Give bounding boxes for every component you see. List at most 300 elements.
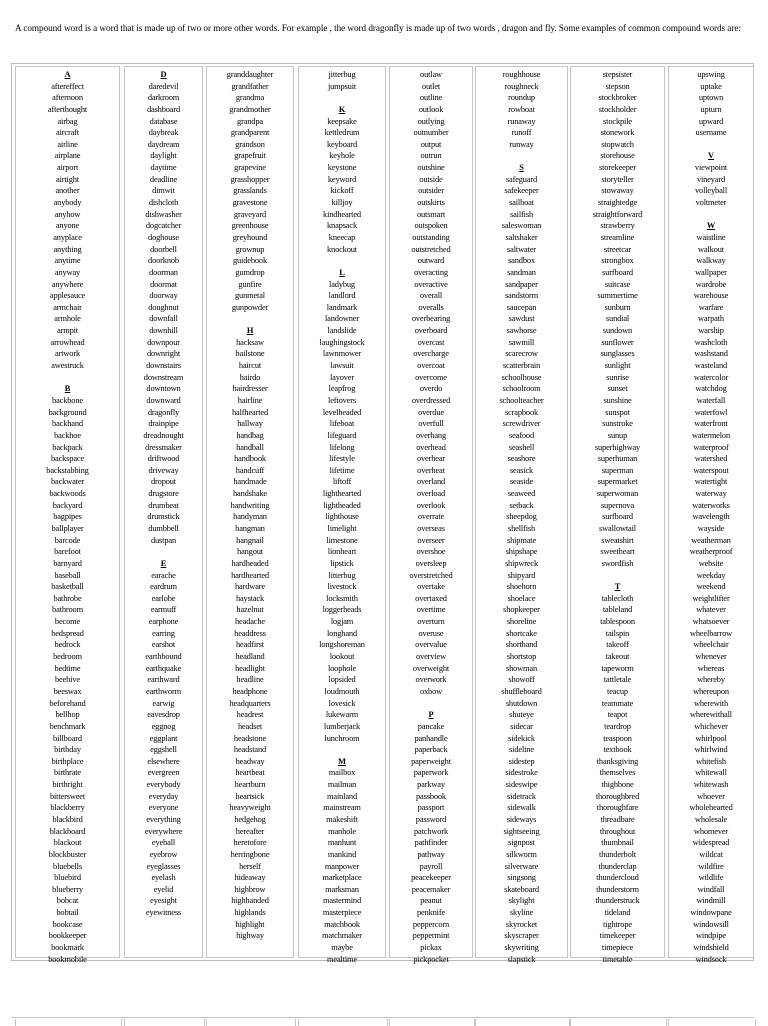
compound-word: keepsake: [327, 116, 357, 126]
compound-word: whirlwind: [694, 745, 728, 755]
compound-word: mankind: [327, 849, 357, 859]
compound-word: doughnut: [148, 302, 179, 312]
compound-word: grasslands: [233, 186, 267, 196]
compound-word: earthbound: [145, 652, 182, 662]
compound-word: sunglasses: [600, 349, 635, 359]
compound-word: birthplace: [51, 756, 84, 766]
compound-word: shipyard: [507, 570, 536, 580]
compound-word: daydream: [147, 139, 180, 149]
compound-word: hacksaw: [236, 337, 264, 347]
compound-word: wardrobe: [695, 279, 727, 289]
compound-word: shuteye: [509, 710, 534, 720]
compound-word: paperweight: [411, 756, 451, 766]
compound-word: bedroom: [53, 652, 82, 662]
compound-word: headstand: [233, 745, 267, 755]
compound-word: passport: [417, 803, 445, 813]
compound-word: heartbeat: [235, 768, 265, 778]
compound-word: vineyard: [696, 174, 726, 184]
compound-word: silverware: [504, 861, 539, 871]
compound-word: gunmetal: [235, 291, 265, 301]
compound-word: airplane: [54, 151, 81, 161]
compound-word: thanksgiving: [596, 756, 639, 766]
compound-word: waterfowl: [694, 407, 728, 417]
compound-word: outnumber: [413, 128, 449, 138]
compound-word: sunlight: [604, 361, 631, 371]
compound-word: grownup: [235, 244, 265, 254]
compound-word: highlight: [235, 919, 265, 929]
compound-word: lightheaded: [323, 500, 361, 510]
compound-word: downfall: [149, 314, 178, 324]
compound-word: overtaxed: [415, 593, 447, 603]
spacer: [299, 92, 385, 104]
compound-word: daylight: [150, 151, 177, 161]
compound-word: overacting: [414, 267, 448, 277]
compound-word: dropout: [150, 477, 176, 487]
compound-word: gravestone: [232, 198, 268, 208]
compound-word: grapefruit: [234, 151, 266, 161]
compound-word: bathroom: [52, 605, 83, 615]
compound-word: doormat: [150, 279, 177, 289]
compound-word: bobcat: [56, 896, 79, 906]
compound-word: outspoken: [414, 221, 448, 231]
compound-word: backyard: [52, 500, 83, 510]
compound-word: whereas: [697, 663, 725, 673]
compound-word: peanut: [420, 896, 442, 906]
compound-word: marksman: [325, 884, 359, 894]
compound-word: shortcake: [506, 628, 537, 638]
compound-word: skylight: [508, 896, 535, 906]
compound-word: database: [149, 116, 178, 126]
compound-word: timekeeper: [599, 931, 636, 941]
compound-word: overtime: [416, 605, 446, 615]
compound-word: overseas: [417, 523, 445, 533]
compound-word: warship: [698, 326, 724, 336]
compound-word: earring: [152, 628, 175, 638]
compound-word: heartburn: [234, 780, 266, 790]
compound-word: another: [55, 186, 80, 196]
compound-word: whitewash: [693, 780, 729, 790]
compound-word: sunflower: [601, 337, 634, 347]
compound-word: peacekeeper: [411, 873, 451, 883]
compound-word: tideland: [604, 908, 631, 918]
compound-word: earmuff: [150, 605, 177, 615]
compound-word: sidestroke: [505, 768, 538, 778]
compound-word: graveyard: [233, 209, 267, 219]
compound-word: sunrise: [606, 372, 629, 382]
compound-word: maybe: [331, 943, 353, 953]
compound-word: storekeeper: [599, 163, 636, 173]
compound-word: hailstone: [235, 349, 265, 359]
compound-word: lifetime: [329, 465, 355, 475]
compound-word: backwoods: [49, 489, 86, 499]
compound-word: sawhorse: [506, 326, 537, 336]
compound-word: downstairs: [146, 361, 181, 371]
compound-word: swallowtail: [599, 523, 636, 533]
compound-word: laughingstock: [319, 337, 365, 347]
compound-word: highlands: [234, 908, 266, 918]
compound-word: bookcase: [52, 919, 83, 929]
compound-word: everywhere: [144, 826, 183, 836]
compound-word: voltmeter: [695, 198, 727, 208]
compound-word: earshot: [151, 640, 176, 650]
compound-word: sandman: [507, 267, 536, 277]
compound-word: earlobe: [151, 593, 176, 603]
compound-word: headstone: [233, 733, 267, 743]
compound-word: overall: [419, 291, 443, 301]
compound-word: skyscraper: [504, 931, 539, 941]
compound-word: wheelbarrow: [689, 628, 733, 638]
compound-word: shoehorn: [506, 582, 537, 592]
compound-word: earthworm: [146, 686, 181, 696]
compound-word: sunup: [607, 430, 628, 440]
compound-word: backpack: [52, 442, 83, 452]
compound-word: skyline: [509, 908, 534, 918]
compound-word: headline: [236, 675, 264, 685]
compound-word: mailbox: [328, 768, 356, 778]
compound-word: blackout: [53, 838, 82, 848]
compound-word: showman: [505, 663, 538, 673]
compound-word: lionheart: [327, 547, 357, 557]
compound-word: bobtail: [56, 908, 79, 918]
compound-word: basketball: [51, 582, 84, 592]
compound-word: sunburn: [604, 302, 631, 312]
compound-word: everyone: [148, 803, 179, 813]
compound-word: herringbone: [230, 849, 270, 859]
word-column-2: [124, 66, 203, 958]
compound-word: loophole: [327, 663, 357, 673]
spacer: [207, 313, 293, 325]
compound-word: straightforward: [592, 209, 643, 219]
compound-word: dogcatcher: [145, 221, 182, 231]
compound-word: lovesick: [328, 698, 356, 708]
compound-word: shutdown: [505, 698, 538, 708]
compound-word: threadbare: [600, 815, 635, 824]
compound-word: sweetheart: [600, 547, 635, 557]
compound-word: overcoat: [417, 361, 445, 371]
compound-word: lighthearted: [322, 489, 362, 499]
compound-word: armchair: [53, 302, 82, 312]
compound-word: eggshell: [150, 745, 177, 755]
compound-word: overdue: [418, 407, 444, 417]
compound-word: deadline: [149, 174, 178, 184]
compound-word: windowsill: [693, 919, 729, 929]
letter-heading: K: [338, 104, 346, 114]
compound-word: thunderstruck: [595, 896, 640, 906]
compound-word: heavyweight: [229, 803, 271, 813]
compound-word: kindhearted: [323, 209, 361, 219]
compound-word: bluebird: [54, 873, 81, 883]
compound-word: downstream: [143, 372, 184, 382]
compound-word: stockbroker: [598, 93, 637, 103]
compound-word: wholesale: [694, 815, 728, 824]
compound-word: kneecap: [328, 232, 356, 242]
compound-word: runoff: [511, 128, 532, 138]
compound-word: shipshape: [505, 547, 538, 557]
compound-word: dishwasher: [145, 209, 182, 219]
compound-word: showoff: [508, 675, 535, 685]
compound-word: mealtime: [327, 954, 357, 964]
compound-word: dressmaker: [145, 442, 182, 452]
compound-word: hardheaded: [231, 558, 269, 568]
word-column-3: [206, 66, 294, 958]
compound-word: watercolor: [693, 372, 729, 382]
compound-word: outlet: [421, 81, 441, 91]
compound-word: longshoreman: [319, 640, 365, 650]
compound-word: thundercloud: [596, 873, 639, 883]
compound-word: schoolteacher: [499, 395, 544, 405]
compound-word: leapfrog: [328, 384, 356, 394]
compound-word: stockholder: [598, 104, 637, 114]
compound-word: timetable: [602, 954, 633, 964]
compound-word: seaside: [509, 477, 534, 487]
compound-word: thoroughfare: [596, 803, 639, 813]
compound-word: armhole: [54, 314, 81, 324]
compound-word: afterthought: [47, 104, 88, 114]
compound-word: everything: [146, 815, 181, 824]
compound-word: daytime: [150, 163, 177, 173]
letter-heading: S: [519, 163, 524, 173]
compound-word: outlook: [418, 104, 444, 114]
compound-word: handball: [236, 442, 264, 452]
compound-word: overrate: [417, 512, 445, 522]
compound-word: penknife: [416, 908, 446, 918]
compound-word: earthward: [147, 675, 180, 685]
compound-word: overland: [416, 477, 446, 487]
compound-word: afternoon: [52, 93, 83, 103]
compound-word: everybody: [146, 780, 181, 790]
compound-word: rowboat: [508, 104, 535, 114]
word-column-8: [668, 66, 754, 964]
letter-heading: W: [706, 221, 716, 231]
compound-word: kettledrum: [324, 128, 360, 138]
compound-word: whereupon: [693, 686, 729, 696]
compound-word: elsewhere: [147, 756, 180, 766]
compound-word: dishcloth: [148, 198, 179, 208]
compound-word: backstabbing: [46, 465, 89, 475]
compound-word: haircut: [238, 361, 262, 371]
compound-word: oversleep: [415, 558, 447, 568]
compound-word: seashell: [508, 442, 535, 452]
compound-word: layover: [329, 372, 355, 382]
compound-word: shorthand: [505, 640, 538, 650]
compound-word: thunderbolt: [599, 849, 636, 859]
compound-word: roughneck: [504, 81, 539, 91]
compound-word: downright: [146, 349, 181, 359]
compound-word: hairline: [237, 395, 263, 405]
compound-word: outside: [419, 174, 443, 184]
compound-word: teapot: [607, 710, 628, 720]
compound-word: seafood: [509, 430, 534, 440]
compound-word: stepson: [605, 81, 630, 91]
compound-word: heartsick: [235, 791, 265, 801]
compound-word: whatever: [696, 605, 726, 615]
compound-word: livestock: [327, 582, 357, 592]
compound-word: litterbug: [328, 570, 356, 580]
word-column-1: [15, 66, 120, 964]
compound-word: barefoot: [54, 547, 81, 557]
compound-word: lipstick: [330, 558, 354, 568]
compound-word: seaweed: [507, 489, 536, 499]
compound-word: grandpa: [237, 116, 263, 126]
compound-word: saltwater: [507, 244, 536, 254]
compound-word: overcharge: [413, 349, 449, 359]
compound-word: bluebells: [53, 861, 82, 871]
compound-word: birthright: [52, 780, 83, 790]
compound-word: paperwork: [413, 768, 449, 778]
compound-word: wheelchair: [693, 640, 729, 650]
compound-word: weatherproof: [689, 547, 733, 557]
compound-word: sunshine: [603, 395, 632, 405]
compound-word: overshoe: [416, 547, 446, 557]
compound-word: greyhound: [232, 232, 268, 242]
compound-word: output: [420, 139, 442, 149]
letter-heading: V: [708, 151, 714, 161]
compound-word: timepiece: [601, 943, 634, 953]
compound-word: thunderstorm: [596, 884, 639, 894]
compound-word: manhole: [328, 826, 356, 836]
compound-word: dumbbell: [148, 523, 179, 533]
compound-word: throughout: [599, 826, 636, 836]
compound-word: windowpane: [690, 908, 732, 918]
compound-word: airline: [57, 139, 78, 149]
compound-word: mainstream: [323, 803, 361, 813]
next-table-cell: [15, 1019, 122, 1026]
compound-word: landslide: [327, 326, 357, 336]
compound-word: background: [48, 407, 87, 417]
compound-word: headrest: [236, 710, 264, 720]
compound-word: overdressed: [411, 395, 451, 405]
compound-word: overturn: [417, 617, 445, 627]
compound-word: sundial: [605, 314, 630, 324]
compound-word: supernova: [600, 500, 635, 510]
compound-word: awestruck: [51, 361, 84, 371]
compound-word: earthquake: [145, 663, 182, 673]
compound-word: whoever: [697, 791, 725, 801]
letter-heading: H: [246, 326, 254, 336]
compound-word: tableland: [602, 605, 633, 615]
compound-word: darkroom: [147, 93, 180, 103]
compound-word: pancake: [417, 721, 445, 731]
compound-word: beeswax: [53, 686, 82, 696]
compound-word: doghouse: [148, 232, 179, 242]
compound-word: aftereffect: [51, 81, 84, 91]
compound-word: headland: [235, 652, 265, 662]
compound-word: windfall: [697, 884, 725, 894]
compound-word: waistline: [696, 232, 726, 242]
spacer: [299, 255, 385, 267]
compound-word: lunchroom: [324, 733, 360, 743]
compound-word: windshield: [693, 943, 729, 953]
compound-word: wasteland: [694, 361, 728, 371]
compound-word: tattletale: [603, 675, 632, 685]
compound-word: pathway: [417, 849, 445, 859]
compound-word: armpit: [57, 326, 78, 336]
compound-word: highhanded: [231, 896, 269, 906]
compound-word: eyebrow: [149, 849, 178, 859]
compound-word: overcome: [415, 372, 447, 382]
compound-word: become: [54, 617, 81, 627]
compound-word: widespread: [692, 838, 730, 848]
compound-word: hardware: [235, 582, 265, 592]
compound-word: handbag: [236, 430, 264, 440]
compound-word: stonework: [600, 128, 635, 138]
compound-word: safeguard: [505, 174, 538, 184]
compound-word: swordfish: [601, 558, 634, 568]
compound-word: hideaway: [234, 873, 266, 883]
compound-word: sunspot: [605, 407, 630, 417]
compound-word: dashboard: [146, 104, 181, 114]
compound-word: website: [698, 558, 724, 568]
compound-word: pathfinder: [414, 838, 448, 848]
compound-word: teammate: [601, 698, 634, 708]
compound-word: grandfather: [231, 81, 269, 91]
compound-word: sandbox: [508, 256, 535, 266]
compound-word: hallway: [237, 419, 263, 429]
compound-word: earphone: [148, 617, 179, 627]
compound-word: ballplayer: [51, 523, 84, 533]
compound-word: waterfront: [694, 419, 728, 429]
compound-word: loggerheads: [322, 605, 362, 615]
compound-word: lifeboat: [329, 419, 355, 429]
compound-word: weightlifter: [692, 593, 730, 603]
compound-word: lifelong: [329, 442, 355, 452]
compound-word: eyesight: [150, 896, 177, 906]
compound-word: knockout: [327, 244, 357, 254]
intro-paragraph: A compound word is a word that is made up of two or more other words. For example , the word dragonfly is made up of two words , dragon and fly. Some examples of common compound words are:: [15, 23, 741, 33]
compound-word: haystack: [235, 593, 265, 603]
compound-word: stepsister: [602, 70, 633, 79]
compound-word: silkworm: [506, 849, 537, 859]
compound-word: knapsack: [327, 221, 357, 231]
compound-word: overalls: [418, 302, 444, 312]
compound-word: lumberjack: [323, 721, 361, 731]
compound-word: viewpoint: [694, 163, 728, 173]
compound-word: gumdrop: [235, 267, 265, 277]
spacer: [299, 744, 385, 756]
compound-word: dustpan: [150, 535, 176, 545]
compound-word: screwdriver: [502, 419, 541, 429]
compound-word: matchmaker: [322, 931, 362, 941]
compound-word: paperback: [414, 745, 448, 755]
compound-word: sideswipe: [505, 780, 538, 790]
compound-word: upward: [698, 116, 724, 126]
next-table-cell: [668, 1019, 756, 1026]
compound-word: lifestyle: [329, 454, 355, 464]
compound-word: masterpiece: [322, 908, 362, 918]
compound-word: headlight: [235, 663, 265, 673]
compound-word: uptown: [698, 93, 724, 103]
compound-word: strongbox: [601, 256, 634, 266]
compound-word: teardrop: [604, 721, 631, 731]
compound-word: shoreline: [506, 617, 537, 627]
compound-word: oxbow: [419, 686, 443, 696]
compound-word: windmill: [696, 896, 726, 906]
word-column-7: [570, 66, 665, 964]
compound-word: weekend: [696, 582, 726, 592]
compound-word: superman: [601, 465, 634, 475]
next-table-cell: [570, 1019, 667, 1026]
compound-word: runway: [509, 139, 534, 149]
compound-word: overcast: [417, 337, 445, 347]
compound-word: dreadnought: [143, 430, 184, 440]
compound-word: matchbook: [324, 919, 360, 929]
compound-word: limestone: [326, 535, 358, 545]
compound-word: overtake: [417, 582, 445, 592]
compound-word: headfirst: [236, 640, 264, 650]
compound-word: backhand: [52, 419, 83, 429]
compound-word: waterway: [695, 489, 727, 499]
compound-word: upswing: [697, 70, 725, 79]
